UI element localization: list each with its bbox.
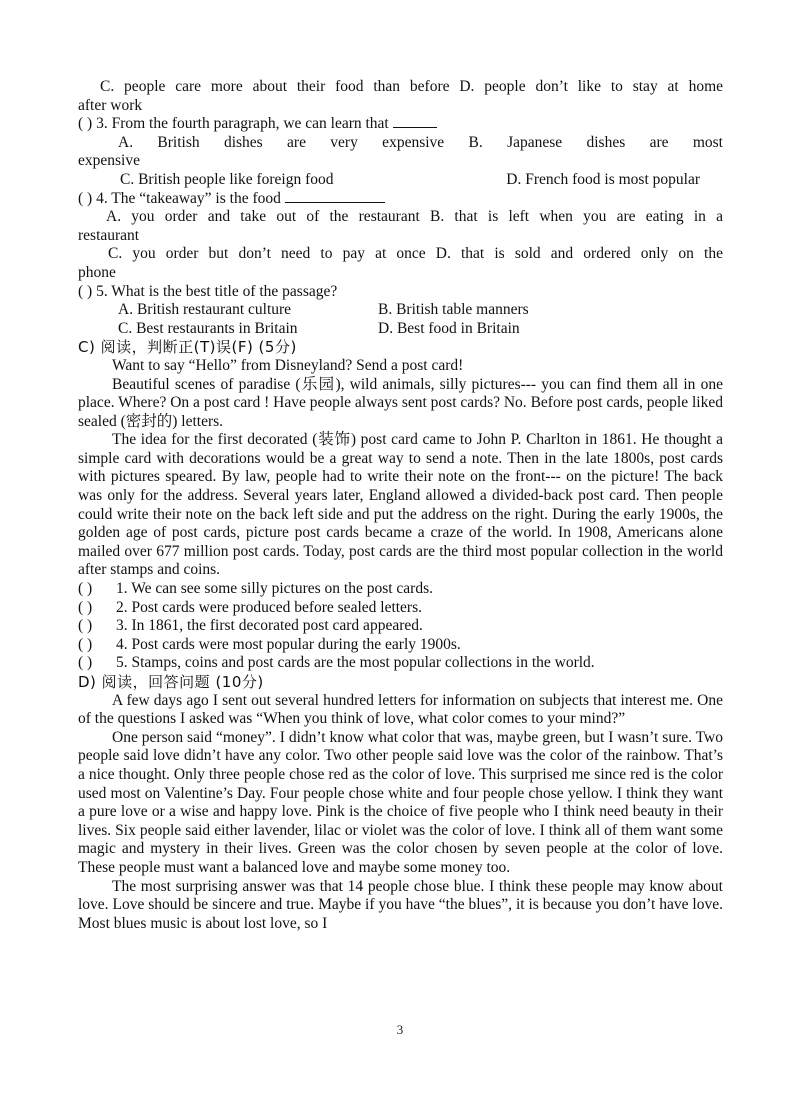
passage-c-paragraph-2: The idea for the first decorated (装饰) post card came to John P. Charlton in 1861. He thought a simple card with decorations would be a great way to send a note. Then in the late 1800s, post cards with pictures speared. By law, people had to write their note on the front--- on the picture! The back was only for the address. Several years later, England allowed a divided-back post card. Then people could write their note on the back left side and put the address on the right. During the early 1900s, the golden age of post cards, picture post cards became a craze of the world. In 1908, Americans alone mailed over 677 million post cards. Today, post cards are the third most popular collection in the world after stamps and coins. (78, 431, 723, 579)
q4-options-cd (78, 245, 723, 264)
statement-row (78, 617, 723, 636)
answer-bracket[interactable]: ( ) (78, 654, 93, 672)
q3-stem-text: ( ) 3. From the fourth paragraph, we can learn that (78, 115, 389, 133)
q4-option-b-cont: restaurant (78, 226, 140, 244)
q2-options-cd (78, 78, 723, 97)
q3-option-a: A. British dishes are very expensive (118, 133, 445, 151)
answer-blank (285, 190, 385, 203)
q3-options-cd (78, 171, 700, 190)
q5-options-ab (78, 301, 548, 320)
q4-options-ab (78, 208, 723, 227)
page-number: 3 (396, 1022, 404, 1037)
passage-d-paragraph-3: The most surprising answer was that 14 people chose blue. I think these people may know about love. Love should be sincere and true. Maybe if you have “the blues”, it is because you don’t have love. Most blues music is about lost love, so I (78, 877, 723, 932)
q5-option-a: A. British restaurant culture (118, 301, 292, 319)
q4-option-d: D. that is sold and ordered only on the (435, 245, 723, 263)
q4-option-c: C. you order but don’t need to pay at once (108, 245, 426, 263)
answer-bracket[interactable]: ( ) (78, 617, 93, 635)
q4-option-a: A. you order and take out of the restaurant (106, 208, 420, 226)
answer-bracket[interactable]: ( ) (78, 598, 93, 616)
q4-option-d-cont: phone (78, 263, 116, 281)
statement-text: 2. Post cards were produced before sealed letters. (116, 598, 423, 616)
answer-bracket[interactable]: ( ) (78, 635, 93, 653)
q3-stem (78, 115, 723, 134)
q3-option-b: B. Japanese dishes are most (468, 133, 723, 151)
true-false-list (78, 580, 723, 673)
q2-option-d: D. people don’t like to stay at home (459, 78, 724, 95)
section-c-heading: C) 阅读，判断正(T)误(F) (5分) (78, 338, 297, 357)
q3-option-b-cont: expensive (78, 152, 140, 170)
answer-bracket[interactable]: ( ) (78, 580, 93, 598)
statement-text: 3. In 1861, the first decorated post card appeared. (116, 617, 423, 635)
statement-text: 4. Post cards were most popular during the early 1900s. (116, 635, 461, 653)
q3-options-ab (78, 134, 723, 153)
passage-d-paragraph-1: A few days ago I sent out several hundred letters for information on subjects that interest me. One of the questions I asked was “When you think of love, what color comes to your mind?” (78, 691, 723, 728)
statement-row (78, 636, 723, 655)
q5-option-d: D. Best food in Britain (378, 319, 520, 337)
q5-options-cd (78, 320, 548, 339)
passage-c-title: Want to say “Hello” from Disneyland? Send a post card! (112, 356, 464, 374)
q5-stem: ( ) 5. What is the best title of the passage? (78, 282, 338, 300)
q2-option-d-cont: after work (78, 96, 143, 114)
q2-option-c: C. people care more about their food than before (100, 78, 450, 95)
passage-c-paragraph-1: Beautiful scenes of paradise (乐园), wild animals, silly pictures--- you can find them all in one place. Where? On a post card ! Have people always sent post cards? No. Before post cards, people liked sealed (密封的) letters. (78, 375, 723, 430)
statement-row (78, 654, 723, 673)
q4-stem-text: ( ) 4. The “takeaway” is the food (78, 189, 281, 207)
document-page (78, 78, 723, 933)
q4-option-b: B. that is left when you are eating in a (430, 208, 724, 226)
q5-option-b: B. British table manners (378, 301, 529, 319)
statement-text: 1. We can see some silly pictures on the post cards. (116, 580, 434, 598)
q5-option-c: C. Best restaurants in Britain (118, 319, 298, 337)
answer-blank (393, 115, 437, 128)
statement-row (78, 580, 723, 599)
section-d-heading: D) 阅读，回答问题 (10分) (78, 673, 264, 691)
statement-text: 5. Stamps, coins and post cards are the most popular collections in the world. (116, 654, 595, 672)
passage-d-paragraph-2: One person said “money”. I didn’t know what color that was, maybe green, but I wasn’t sure. Two people said love didn’t have any color. Two other people said love was the color of the rainbow. That’s a nice thought. Only three people chose red as the color of love. This surprised me since red is the color used most on Valentine’s Day. Four people chose white and four people chose yellow. I think they want a pure love or a wise and happy love. Pink is the choice of five people who I think need beauty in their lives. Six people said either lavender, lilac or violet was the color of love. I think all of them want some magic and mystery in their lives. Green was the color chosen by seven people at the color of love. These people must want a balanced love and maybe some money too. (78, 728, 723, 876)
statement-row (78, 599, 723, 618)
q4-stem (78, 190, 723, 209)
q3-option-c: C. British people like foreign food (120, 170, 334, 188)
q3-option-d: D. French food is most popular (506, 170, 700, 188)
